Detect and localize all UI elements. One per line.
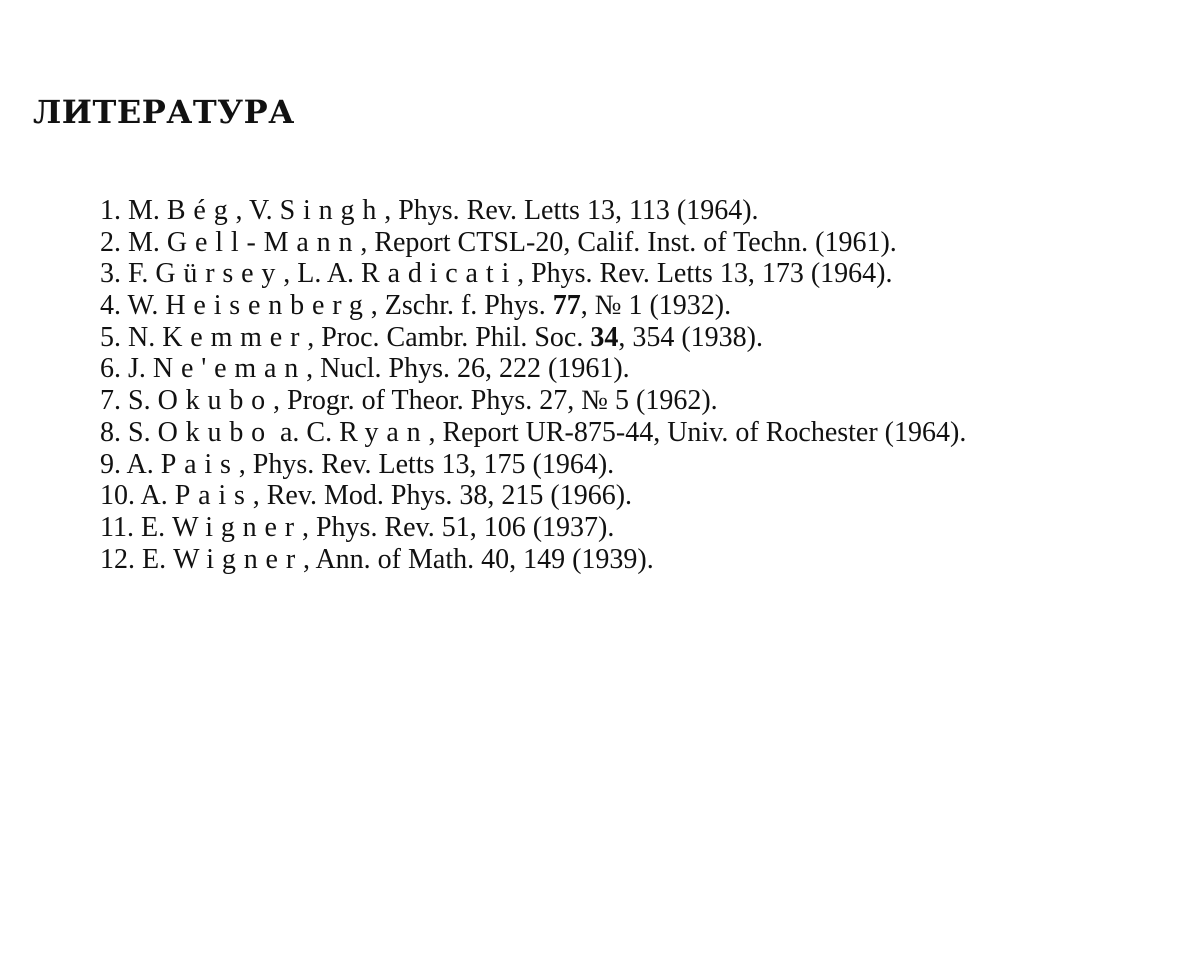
reference-number: 10. bbox=[100, 480, 135, 512]
reference-number: 1. bbox=[100, 195, 121, 226]
reference-text: , Nucl. Phys. 26, 222 (1961). bbox=[306, 353, 630, 385]
reference-number: 7. bbox=[100, 385, 121, 417]
reference-number: 3. bbox=[100, 258, 121, 290]
reference-author: Okubo bbox=[157, 385, 273, 417]
reference-number: 11. bbox=[100, 511, 134, 543]
reference-text: , Proc. Cambr. Phil. Soc. bbox=[307, 321, 591, 353]
references-heading: ЛИТЕРАТУРА bbox=[33, 93, 295, 131]
reference-number: 4. bbox=[100, 290, 121, 322]
reference-text: , L. A. bbox=[283, 258, 362, 290]
reference-initials: E. bbox=[142, 543, 167, 575]
reference-item bbox=[30, 386, 1160, 416]
reference-author: Ne'eman bbox=[152, 353, 307, 385]
reference-item bbox=[30, 545, 1160, 575]
reference-text: , Ann. of Math. 40, 149 (1939). bbox=[303, 543, 654, 575]
reference-text: , Phys. Rev. Letts 13, 173 (1964). bbox=[517, 258, 893, 290]
reference-number: 6. bbox=[100, 353, 121, 385]
reference-item bbox=[30, 481, 1160, 511]
reference-item bbox=[30, 196, 1160, 226]
reference-author: Pais bbox=[160, 448, 239, 480]
reference-number: 8. bbox=[100, 416, 121, 448]
reference-number: 9. bbox=[100, 448, 121, 480]
reference-initials: M. bbox=[128, 195, 160, 226]
reference-initials: A. bbox=[126, 448, 154, 480]
reference-text: , Phys. Rev. Letts 13, 113 (1964). bbox=[384, 195, 759, 226]
reference-text: , Rev. Mod. Phys. 38, 215 (1966). bbox=[252, 480, 633, 512]
reference-initials: F. bbox=[128, 258, 149, 290]
reference-text: , № 1 (1932). bbox=[580, 290, 732, 322]
reference-volume: 34 bbox=[590, 321, 619, 353]
reference-coauthor: Singh bbox=[279, 195, 385, 226]
reference-initials: E. bbox=[140, 511, 166, 543]
reference-author: Gell-Mann bbox=[166, 226, 361, 258]
reference-initials: W. bbox=[127, 290, 159, 322]
reference-author: Wigner bbox=[172, 511, 302, 543]
reference-volume: 77 bbox=[552, 290, 581, 322]
reference-initials: J. bbox=[128, 353, 146, 385]
reference-number: 5. bbox=[100, 321, 121, 353]
reference-initials: S. bbox=[128, 416, 151, 448]
reference-item bbox=[30, 291, 1160, 321]
reference-initials: N. bbox=[128, 321, 156, 353]
reference-item bbox=[30, 418, 1160, 448]
reference-item bbox=[30, 228, 1160, 258]
reference-author: Gürsey bbox=[155, 258, 284, 290]
reference-text: , Progr. of Theor. Phys. 27, № 5 (1962). bbox=[273, 385, 718, 417]
reference-coauthor: Radicati bbox=[361, 258, 518, 290]
reference-number: 12. bbox=[100, 543, 135, 575]
reference-author: Okubo bbox=[157, 416, 273, 448]
reference-item bbox=[30, 259, 1160, 289]
reference-text: a. C. bbox=[273, 416, 340, 448]
reference-text: , 354 (1938). bbox=[618, 321, 764, 353]
reference-coauthor: Ryan bbox=[339, 416, 429, 448]
reference-item bbox=[30, 354, 1160, 384]
reference-text: , Phys. Rev. Letts 13, 175 (1964). bbox=[238, 448, 615, 480]
reference-text: , Report CTSL-20, Calif. Inst. of Techn. (1961). bbox=[360, 226, 897, 258]
reference-initials: A. bbox=[140, 480, 168, 512]
reference-number: 2. bbox=[100, 226, 121, 258]
reference-initials: M. bbox=[128, 226, 160, 258]
reference-text: , V. bbox=[235, 195, 280, 226]
reference-initials: S. bbox=[128, 385, 151, 417]
reference-author: Heisenberg bbox=[165, 290, 371, 322]
reference-author: Wigner bbox=[173, 543, 303, 575]
reference-author: Bég bbox=[166, 195, 236, 226]
reference-item bbox=[30, 513, 1160, 543]
reference-text: , Phys. Rev. 51, 106 (1937). bbox=[301, 511, 615, 543]
reference-item bbox=[30, 450, 1160, 480]
reference-text: , Zschr. f. Phys. bbox=[370, 290, 553, 322]
reference-item bbox=[30, 323, 1160, 353]
reference-author: Pais bbox=[174, 480, 253, 512]
references-list bbox=[30, 196, 1160, 576]
reference-text: , Report UR-875-44, Univ. of Rochester (1964). bbox=[428, 416, 967, 448]
reference-author: Kemmer bbox=[162, 321, 308, 353]
